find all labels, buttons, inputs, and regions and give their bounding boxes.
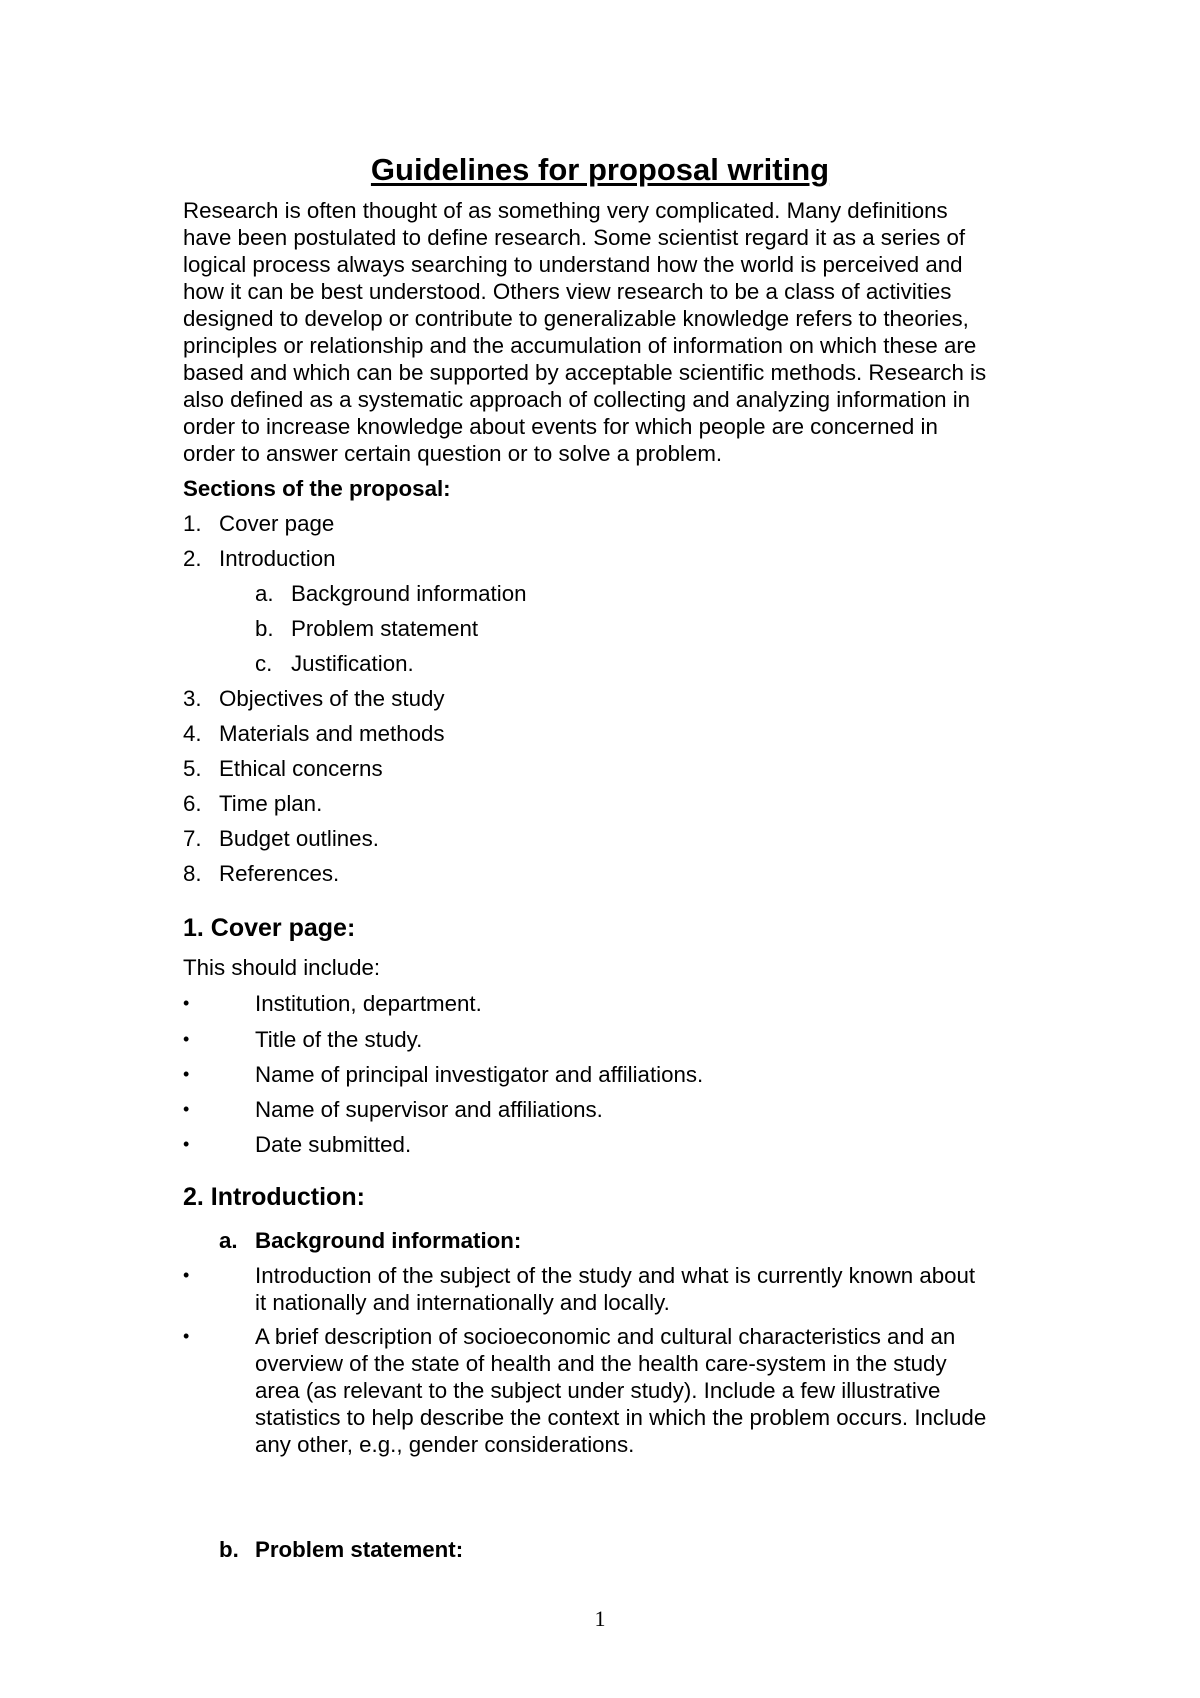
cover-page-lead: This should include: bbox=[183, 955, 381, 980]
bullet-icon: • bbox=[183, 1265, 190, 1285]
list-number: 2. bbox=[183, 546, 202, 571]
list-label: Background information bbox=[291, 581, 527, 606]
list-number: 6. bbox=[183, 791, 202, 816]
intro-line: order to increase knowledge about events for which people are concerned in bbox=[183, 414, 938, 439]
list-label: Cover page bbox=[219, 511, 335, 536]
bullet-line: Introduction of the subject of the study and what is currently known about bbox=[255, 1263, 976, 1288]
list-number: 5. bbox=[183, 756, 202, 781]
list-letter: c. bbox=[255, 651, 273, 676]
bullet-icon: • bbox=[183, 1064, 190, 1084]
page-number: 1 bbox=[594, 1606, 606, 1631]
list-letter: a. bbox=[255, 581, 274, 606]
list-number: 3. bbox=[183, 686, 202, 711]
list-label: Ethical concerns bbox=[219, 756, 383, 781]
bullet-text: Institution, department. bbox=[255, 991, 482, 1016]
list-label: References. bbox=[219, 861, 340, 886]
list-label: Time plan. bbox=[219, 791, 323, 816]
list-letter: b. bbox=[255, 616, 274, 641]
intro-line: Research is often thought of as something very complicated. Many definitions bbox=[183, 198, 948, 223]
bullet-text: Date submitted. bbox=[255, 1132, 412, 1157]
subsection-letter: a. bbox=[219, 1228, 238, 1253]
list-label: Budget outlines. bbox=[219, 826, 379, 851]
bullet-text bbox=[255, 1323, 986, 1458]
intro-line: order to answer certain question or to solve a problem. bbox=[183, 441, 723, 466]
subsection-letter: b. bbox=[219, 1537, 239, 1562]
intro-line: logical process always searching to understand how the world is perceived and bbox=[183, 252, 963, 277]
list-label: Objectives of the study bbox=[219, 686, 445, 711]
intro-line: have been postulated to define research. Some scientist regard it as a series of bbox=[183, 225, 966, 250]
bullet-text: Title of the study. bbox=[255, 1027, 423, 1052]
subsection-title: Problem statement: bbox=[255, 1537, 464, 1562]
cover-page-heading: 1. Cover page: bbox=[183, 914, 356, 942]
bullet-line: statistics to help describe the context in which the problem occurs. Include bbox=[255, 1405, 987, 1430]
intro-line: how it can be best understood. Others view research to be a class of activities bbox=[183, 279, 952, 304]
bullet-line: any other, e.g., gender considerations. bbox=[255, 1432, 635, 1457]
intro-line: principles or relationship and the accumulation of information on which these are bbox=[183, 333, 977, 358]
intro-line: designed to develop or contribute to generalizable knowledge refers to theories, bbox=[183, 306, 969, 331]
bullet-icon: • bbox=[183, 1029, 190, 1049]
bullet-icon: • bbox=[183, 1134, 190, 1154]
bullet-text bbox=[255, 1262, 975, 1316]
introduction-heading: 2. Introduction: bbox=[183, 1183, 365, 1211]
list-label: Introduction bbox=[219, 546, 336, 571]
list-label: Justification. bbox=[291, 651, 414, 676]
bullet-line: A brief description of socioeconomic and cultural characteristics and an bbox=[255, 1324, 956, 1349]
intro-line: also defined as a systematic approach of collecting and analyzing information in bbox=[183, 387, 971, 412]
subsection-title: Background information: bbox=[255, 1228, 522, 1253]
list-number: 8. bbox=[183, 861, 202, 886]
list-number: 4. bbox=[183, 721, 202, 746]
bullet-text: Name of principal investigator and affiliations. bbox=[255, 1062, 704, 1087]
document-title: Guidelines for proposal writing bbox=[370, 152, 830, 187]
bullet-icon: • bbox=[183, 1099, 190, 1119]
bullet-text: Name of supervisor and affiliations. bbox=[255, 1097, 603, 1122]
bullet-icon: • bbox=[183, 1326, 190, 1346]
list-number: 7. bbox=[183, 826, 202, 851]
bullet-icon: • bbox=[183, 993, 190, 1013]
bullet-line: area (as relevant to the subject under study). Include a few illustrative bbox=[255, 1378, 941, 1403]
intro-paragraph bbox=[183, 197, 1033, 467]
bullet-line: it nationally and internationally and locally. bbox=[255, 1290, 670, 1315]
sections-heading: Sections of the proposal: bbox=[183, 476, 451, 501]
list-label: Materials and methods bbox=[219, 721, 445, 746]
bullet-line: overview of the state of health and the health care-system in the study bbox=[255, 1351, 947, 1376]
list-number: 1. bbox=[183, 511, 202, 536]
intro-line: based and which can be supported by acceptable scientific methods. Research is bbox=[183, 360, 987, 385]
list-label: Problem statement bbox=[291, 616, 479, 641]
